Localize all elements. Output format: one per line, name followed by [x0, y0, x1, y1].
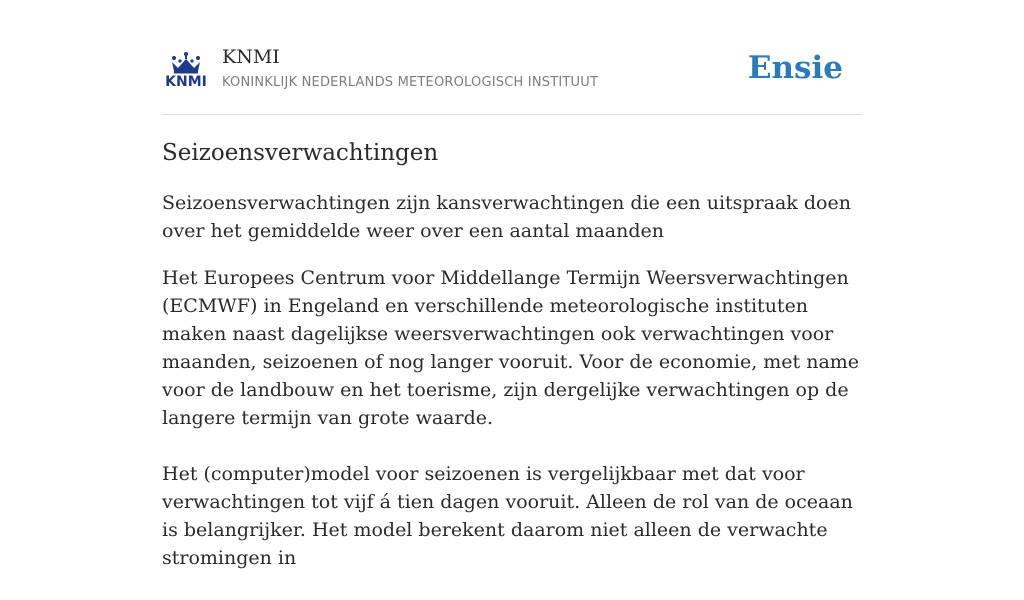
org-name: KNMI: [222, 46, 280, 68]
brand-logo[interactable]: Ensie: [747, 50, 843, 86]
article-paragraph: Het Europees Centrum voor Middellange Termijn Weersverwachtingen (ECMWF) in Engeland en verschillende meteorologische instituten maken naast dagelijkse weersverwachtingen ook verwachtingen voor maanden, seizoenen of nog langer vooruit. Voor de economie, met name voor de landbouw en het toerisme, zijn dergelijke verwachtingen op de langere termijn van grote waarde.: [162, 267, 860, 429]
knmi-crown-logo-icon[interactable]: [163, 51, 209, 89]
org-full-name: KONINKLIJK NEDERLANDS METEOROLOGISCH INSTITUUT: [222, 75, 599, 90]
header: [162, 40, 862, 115]
article-lead: Seizoensverwachtingen zijn kansverwachtingen die een uitspraak doen over het gemiddelde weer over een aantal maanden: [162, 192, 851, 242]
article-body: [162, 264, 862, 572]
article-paragraph: Het (computer)model voor seizoenen is vergelijkbaar met dat voor verwachtingen tot vijf á tien dagen vooruit. Alleen de rol van de oceaan is belangrijker. Het model berekent daarom niet alleen de verwachte stromingen in: [162, 463, 853, 569]
svg-text:KNMI: KNMI: [165, 74, 207, 90]
article-title: Seizoensverwachtingen: [162, 140, 439, 166]
article: [162, 133, 862, 600]
